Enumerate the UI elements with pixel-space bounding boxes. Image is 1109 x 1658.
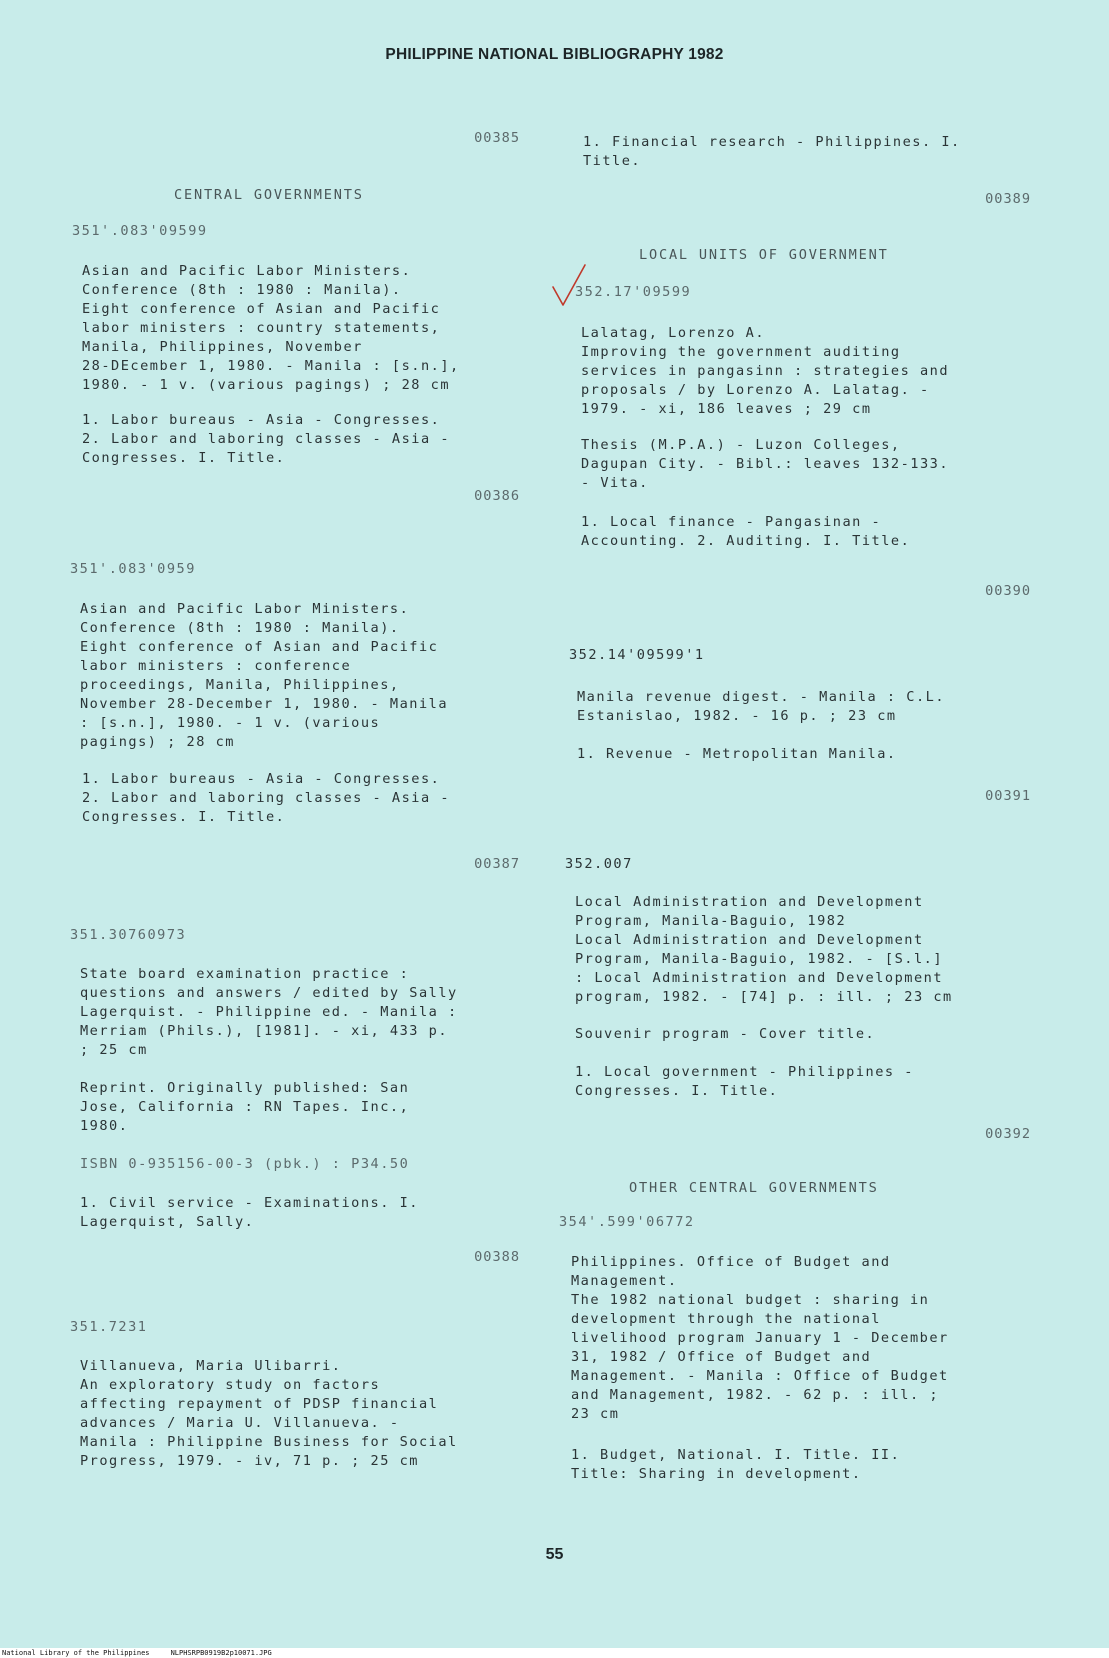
- entry-note: Thesis (M.P.A.) - Luzon Colleges, Dagupan City. - Bibl.: leaves 132-133. - Vita.: [581, 437, 949, 491]
- entry-number: 00391: [985, 788, 1031, 804]
- classification-number: 352.17'09599: [575, 284, 692, 300]
- check-mark-icon: [551, 263, 589, 309]
- entry-number: 00392: [985, 1126, 1031, 1142]
- page-number: 55: [545, 1546, 564, 1563]
- entry-subjects: 1. Local government - Philippines - Congresses. I. Title.: [575, 1064, 914, 1099]
- entry-description: Villanueva, Maria Ulibarri. An exploratory study on factors affecting repayment of PDSP financial advances / Maria U. Villanueva. - Manila : Philippine Business for Social Progress, 1979. - iv, 71 p. ; 25 cm: [80, 1358, 458, 1469]
- entry-description: Local Administration and Development Program, Manila-Baguio, 1982 Local Administration and Development Program, Manila-Baguio, 1982. - [S.l.] : Local Administration and Development program, 1982. - [74] p. : ill. ; 23 cm: [575, 894, 953, 1005]
- entry-number: 00385: [474, 130, 520, 146]
- entry-subjects: 1. Local finance - Pangasinan - Accounting. 2. Auditing. I. Title.: [581, 514, 911, 549]
- entry-subjects: 1. Revenue - Metropolitan Manila.: [577, 746, 897, 762]
- footer-credit: National Library of the Philippines NLPHSRPB0919B2p10071.JPG: [0, 1648, 1109, 1658]
- entry-number: 00390: [985, 583, 1031, 599]
- classification-number: 351'.083'09599: [72, 223, 208, 239]
- entry-note: Reprint. Originally published: San Jose, California : RN Tapes. Inc., 1980.: [80, 1080, 410, 1134]
- classification-number: 351.7231: [70, 1319, 148, 1335]
- entry-subjects: 1. Financial research - Philippines. I. Title.: [583, 134, 961, 169]
- entry-description: Philippines. Office of Budget and Management. The 1982 national budget : sharing in development through the national livelihood program January 1 - December 31, 1982 / Office of Budget and Management. - Manila : Office of Budget and Management, 1982. - 62 p. : ill. ; 23 cm: [571, 1254, 949, 1422]
- entry-number: 00389: [985, 191, 1031, 207]
- entry-subjects: 1. Budget, National. I. Title. II. Title: Sharing in development.: [571, 1447, 901, 1482]
- entry-description: State board examination practice : questions and answers / edited by Sally Lagerquist. - Philippine ed. - Manila : Merriam (Phils.), [1981]. - xi, 433 p. ; 25 cm: [80, 966, 458, 1058]
- entry-number: 00387: [474, 856, 520, 872]
- entry-number: 00386: [474, 488, 520, 504]
- classification-number: 351'.083'0959: [70, 561, 196, 577]
- classification-number: 352.007: [565, 856, 633, 872]
- entry-description: Manila revenue digest. - Manila : C.L. Estanislao, 1982. - 16 p. ; 23 cm: [577, 689, 945, 724]
- entry-note: Souvenir program - Cover title.: [575, 1026, 876, 1042]
- entry-description: Lalatag, Lorenzo A. Improving the government auditing services in pangasinn : strategies and proposals / by Lorenzo A. Lalatag. - 1979. - xi, 186 leaves ; 29 cm: [581, 325, 949, 417]
- entry-subjects: 1. Civil service - Examinations. I. Lagerquist, Sally.: [80, 1195, 419, 1230]
- entry-isbn: ISBN 0-935156-00-3 (pbk.) : P34.50: [80, 1156, 410, 1172]
- classification-number: 351.30760973: [70, 927, 187, 943]
- entry-number: 00388: [474, 1249, 520, 1265]
- section-heading: LOCAL UNITS OF GOVERNMENT: [639, 247, 889, 263]
- classification-number: 352.14'09599'1: [569, 647, 705, 663]
- page-header: PHILIPPINE NATIONAL BIBLIOGRAPHY 1982: [385, 46, 724, 63]
- entry-description: Asian and Pacific Labor Ministers. Conference (8th : 1980 : Manila). Eight conference of Asian and Pacific labor ministers : country statements, Manila, Philippines, November 28-DEcember 1, 1980. - Manila : [s.n.], 1980. - 1 v. (various pagings) ; 28 cm: [82, 263, 460, 393]
- entry-subjects: 1. Labor bureaus - Asia - Congresses. 2. Labor and laboring classes - Asia - Congresses. I. Title.: [82, 412, 450, 466]
- section-heading: CENTRAL GOVERNMENTS: [174, 187, 364, 203]
- section-heading: OTHER CENTRAL GOVERNMENTS: [629, 1180, 879, 1196]
- entry-subjects: 1. Labor bureaus - Asia - Congresses. 2. Labor and laboring classes - Asia - Congresses. I. Title.: [82, 771, 450, 825]
- entry-description: Asian and Pacific Labor Ministers. Conference (8th : 1980 : Manila). Eight conference of Asian and Pacific labor ministers : conference proceedings, Manila, Philippines, November 28-December 1, 1980. - Manila : [s.n.], 1980. - 1 v. (various pagings) ; 28 cm: [80, 601, 448, 750]
- classification-number: 354'.599'06772: [559, 1214, 695, 1230]
